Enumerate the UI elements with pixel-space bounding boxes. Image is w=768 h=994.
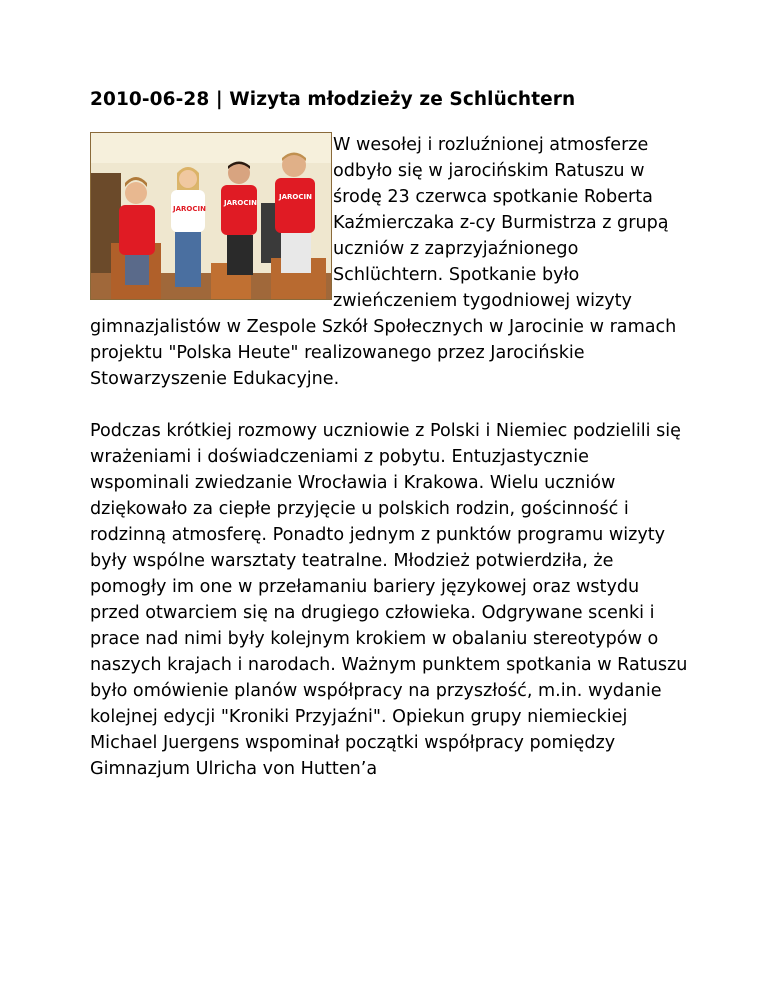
svg-text:JAROCIN: JAROCIN xyxy=(279,193,312,201)
paragraph-body: Podczas krótkiej rozmowy uczniowie z Polski i Niemiec podzielili się wrażeniami i doświadczeniami z pobytu. Entuzjastycznie wspominali zwiedzanie Wrocławia i Krakowa. Wielu uczniów dziękowało za ciepłe przyjęcie u polskich rodzin, gościnność i rodzinną atmosferę. Ponadto jednym z punktów programu wizyty były wspólne warsztaty teatralne. Młodzież potwierdziła, że pomogły im one w przełamaniu bariery językowej oraz wstydu przed otwarciem się na drugiego człowieka. Odgrywane scenki i prace nad nimi były kolejnym krokiem w obalaniu stereotypów o naszych krajach i narodach. Ważnym punktem spotkania w Ratuszu było omówienie planów współpracy na przyszłość, m.in. wydanie kolejnej edycji "Kroniki Przyjaźni". Opiekun grupy niemieckiej Michael Juergens wspominał początki współpracy pomiędzy Gimnazjum Ulricha von Hutten’a xyxy=(90,421,688,779)
article-title: 2010-06-28 | Wizyta młodzieży ze Schlüchtern xyxy=(90,89,576,110)
article-body xyxy=(90,132,690,782)
svg-text:JAROCIN: JAROCIN xyxy=(224,199,257,207)
document-page xyxy=(90,88,690,782)
svg-text:JAROCIN: JAROCIN xyxy=(173,205,206,213)
group-photo xyxy=(90,132,332,300)
paragraph-intro: W wesołej i rozluźnionej atmosferze odbyło się w jarocińskim Ratuszu w środę 23 czerwca spotkanie Roberta Kaźmierczaka z-cy Burmistrza z grupą uczniów z zaprzyjaźnionego Schlüchtern. Spotkanie było zwieńczeniem tygodniowej wizyty gimnazjalistów w Zespole Szkół Społecznych w Jarocinie w ramach projektu "Polska Heute" realizowanego przez Jarocińskie Stowarzyszenie Edukacyjne. xyxy=(90,135,677,389)
